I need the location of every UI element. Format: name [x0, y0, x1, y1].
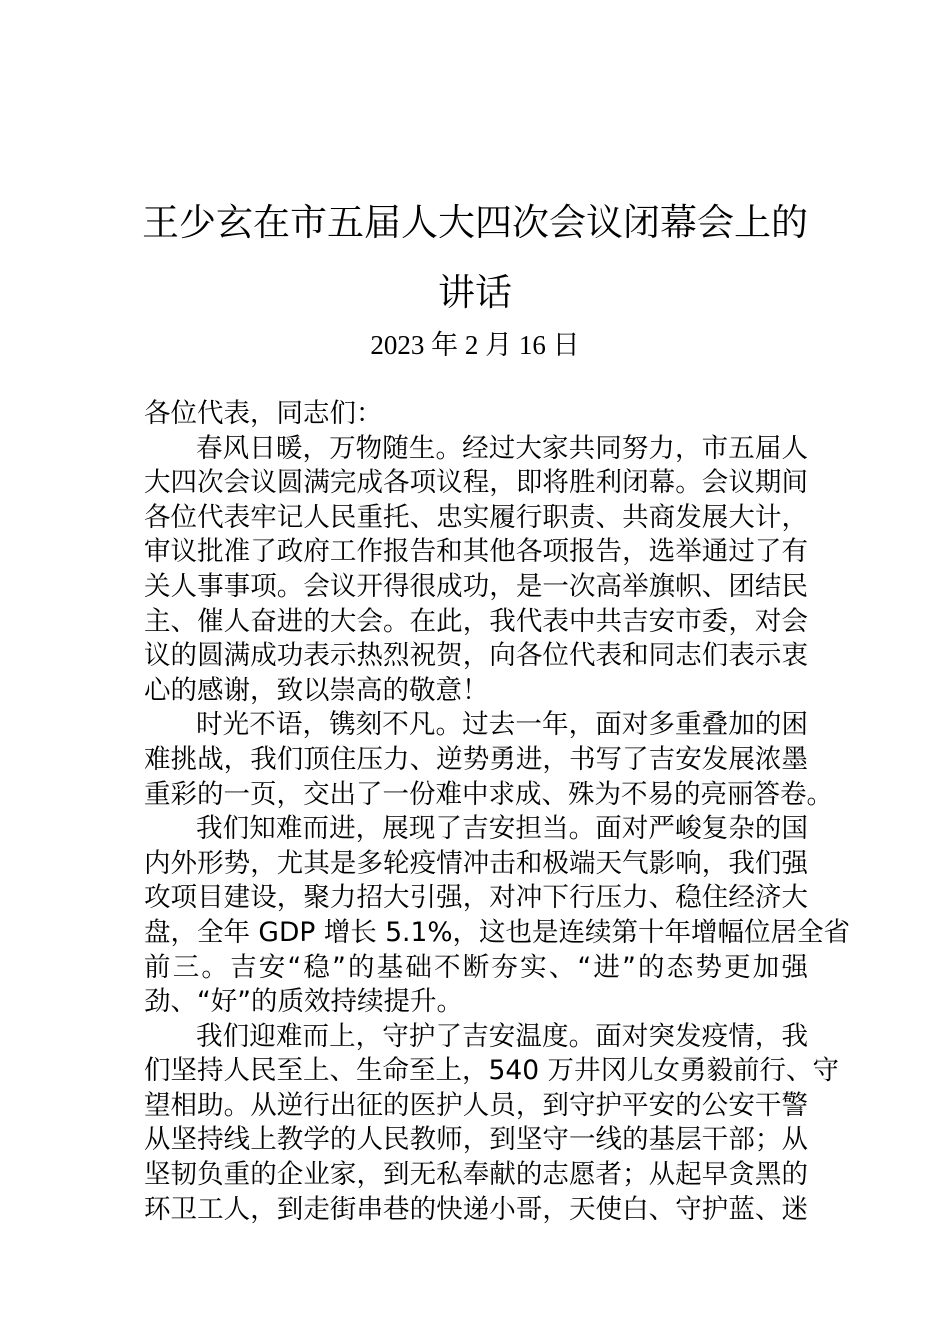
text-line: 议的圆满成功表示热烈祝贺，向各位代表和同志们表示衷 [144, 640, 808, 672]
text-line: 大四次会议圆满完成各项议程，即将胜利闭幕。会议期间 [144, 467, 808, 499]
text-line: 攻项目建设，聚力招大引强，对冲下行压力、稳住经济大 [144, 882, 808, 914]
document-date: 2023 年 2 月 16 日 [370, 330, 580, 360]
text-line: 望相助。从逆行出征的医护人员，到守护平安的公安干警 [144, 1089, 808, 1121]
text-line: 重彩的一页，交出了一份难中求成、殊为不易的亮丽答卷。 [144, 778, 833, 810]
text-line: 盘，全年 GDP 增长 5.1%，这也是连续第十年增幅位居全省 [144, 916, 851, 948]
text-line: 主、催人奋进的大会。在此，我代表中共吉安市委，对会 [144, 605, 808, 637]
text-line: 难挑战，我们顶住压力、逆势勇进，书写了吉安发展浓墨 [144, 743, 808, 775]
text-line: 我们知难而进，展现了吉安担当。面对严峻复杂的国 [196, 813, 808, 845]
text-line: 关人事事项。会议开得很成功，是一次高举旗帜、团结民 [144, 570, 808, 602]
text-line: 各位代表牢记人民重托、忠实履行职责、共商发展大计， [144, 501, 808, 533]
text-line: 坚韧负重的企业家，到无私奉献的志愿者；从起早贪黑的 [144, 1159, 808, 1191]
text-line: 我们迎难而上，守护了吉安温度。面对突发疫情，我 [196, 1020, 808, 1052]
text-line: 内外形势，尤其是多轮疫情冲击和极端天气影响，我们强 [144, 847, 808, 879]
text-line: 心的感谢，致以崇高的敬意！ [144, 674, 489, 706]
text-line: 时光不语，镌刻不凡。过去一年，面对多重叠加的困 [196, 709, 808, 741]
text-line: 前三。吉安“稳”的基础不断夯实、“进”的态势更加强 [144, 951, 808, 983]
document-title-line-1: 王少玄在市五届人大四次会议闭幕会上的 [142, 201, 808, 244]
text-line: 审议批准了政府工作报告和其他各项报告，选举通过了有 [144, 536, 808, 568]
text-line: 劲、“好”的质效持续提升。 [144, 986, 463, 1018]
text-line: 春风日暖，万物随生。经过大家共同努力，市五届人 [196, 432, 808, 464]
document-title-line-2: 讲话 [438, 271, 512, 314]
text-line: 们坚持人民至上、生命至上，540 万井冈儿女勇毅前行、守 [144, 1055, 840, 1087]
document-body [144, 397, 851, 1227]
salutation: 各位代表，同志们： [144, 398, 383, 429]
text-line: 从坚持线上教学的人民教师，到坚守一线的基层干部；从 [144, 1124, 808, 1156]
text-line: 环卫工人，到走街串巷的快递小哥，天使白、守护蓝、迷 [144, 1193, 808, 1225]
